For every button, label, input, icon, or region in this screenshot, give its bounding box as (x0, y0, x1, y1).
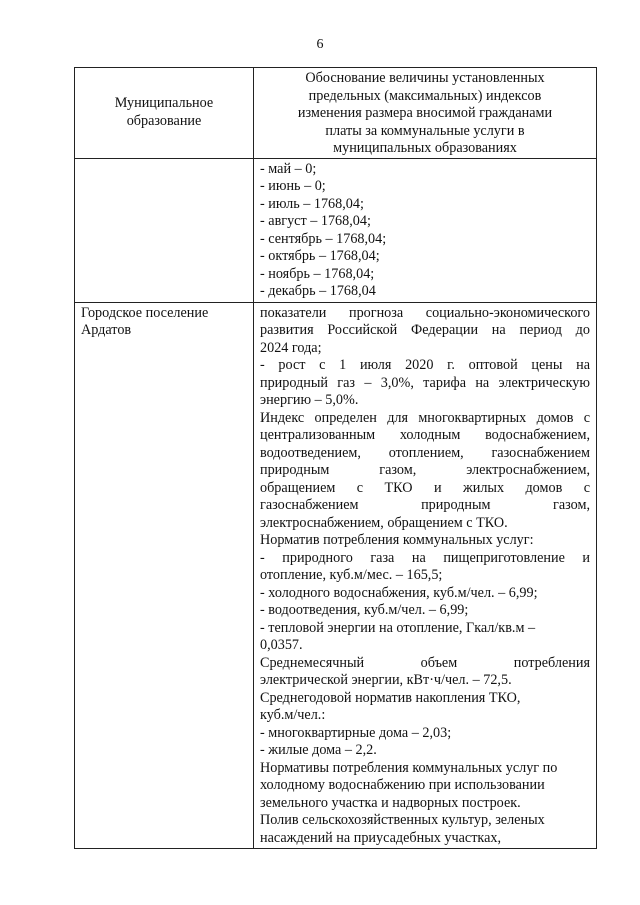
text-line: Среднемесячный объем потребления (260, 654, 590, 671)
text-line: Полив сельскохозяйственных культур, зеленых (260, 812, 545, 828)
row2-municipality (75, 302, 254, 849)
municipality-name-line: Городское поселение (81, 304, 209, 321)
header-municipality (75, 68, 254, 159)
text-line: - водоотведения, куб.м/чел. – 6,99; (260, 602, 469, 618)
text-line: - декабрь – 1768,04 (260, 283, 376, 299)
text-line: Норматив потребления коммунальных услуг: (260, 532, 534, 548)
row1-municipality (75, 158, 254, 302)
text-line: природным газом, электроснабжением, (260, 462, 590, 478)
table-row (75, 158, 597, 302)
text-line: 0,0357. (260, 637, 303, 653)
header-col1-line: Муниципальное (114, 95, 214, 112)
text-line: централизованным холодным водоснабжением, (260, 427, 590, 443)
page-number: 6 (316, 37, 324, 52)
header-col2-line: платы за коммунальные услуги в (325, 122, 525, 139)
text-line: - тепловой энергии на отопление, Гкал/кв.м – (260, 619, 536, 636)
text-line: обращением с ТКО и жилых домов с (260, 479, 590, 496)
text-line: водоотведением, отоплением, газоснабжением (260, 444, 590, 461)
text-line: природный газ – 3,0%, тарифа на электрическую (260, 374, 590, 391)
table-row (75, 302, 597, 849)
justification-table (74, 67, 597, 849)
text-line: Среднегодовой норматив накопления ТКО, (260, 689, 521, 706)
text-line: - холодного водоснабжения, куб.м/чел. – 6,99; (260, 584, 538, 601)
text-line: электрической энергии, кВт·ч/чел. – 72,5. (260, 672, 512, 688)
header-col2-line: муниципальных образованиях (333, 140, 517, 156)
text-line: показатели прогноза социально-экономического (260, 304, 590, 321)
text-line: энергию – 5,0%. (260, 392, 359, 408)
municipality-name-line: Ардатов (81, 322, 132, 338)
text-line: электроснабжением, обращением с ТКО. (260, 514, 508, 531)
header-justification (254, 68, 597, 159)
text-line: - рост с 1 июля 2020 г. оптовой цены на (260, 357, 590, 373)
text-line: - август – 1768,04; (260, 213, 371, 229)
header-col2-line: Обоснование величины установленных (305, 70, 545, 86)
text-line: - природного газа на пищеприготовление и (260, 549, 590, 566)
header-col2-line: предельных (максимальных) индексов (308, 87, 542, 104)
text-line: - сентябрь – 1768,04; (260, 230, 387, 247)
row2-justification (254, 302, 597, 849)
text-line: - ноябрь – 1768,04; (260, 265, 375, 282)
text-line: - многоквартирные дома – 2,03; (260, 724, 452, 741)
text-line: 2024 года; (260, 339, 322, 356)
row1-justification (254, 158, 597, 302)
text-line: - июль – 1768,04; (260, 195, 364, 212)
text-line: газоснабжением природным газом, (260, 497, 590, 513)
text-line: отопление, куб.м/мес. – 165,5; (260, 567, 443, 583)
text-line: - октябрь – 1768,04; (260, 248, 380, 264)
table-header-row (75, 68, 597, 159)
header-col1-line: образование (126, 112, 202, 129)
text-line: насаждений на приусадебных участках, (260, 829, 502, 846)
text-line: - май – 0; (260, 160, 317, 177)
text-line: развития Российской Федерации на период до (260, 322, 590, 338)
text-line: земельного участка и надворных построек. (260, 794, 521, 811)
text-line: холодному водоснабжению при использовании (260, 777, 545, 793)
text-line: - жилые дома – 2,2. (260, 742, 377, 758)
text-line: куб.м/чел.: (260, 707, 326, 723)
text-line: Индекс определен для многоквартирных домов с (260, 409, 590, 426)
text-line: Нормативы потребления коммунальных услуг по (260, 759, 558, 776)
header-col2-line: изменения размера вносимой гражданами (297, 105, 553, 121)
text-line: - июнь – 0; (260, 178, 326, 194)
